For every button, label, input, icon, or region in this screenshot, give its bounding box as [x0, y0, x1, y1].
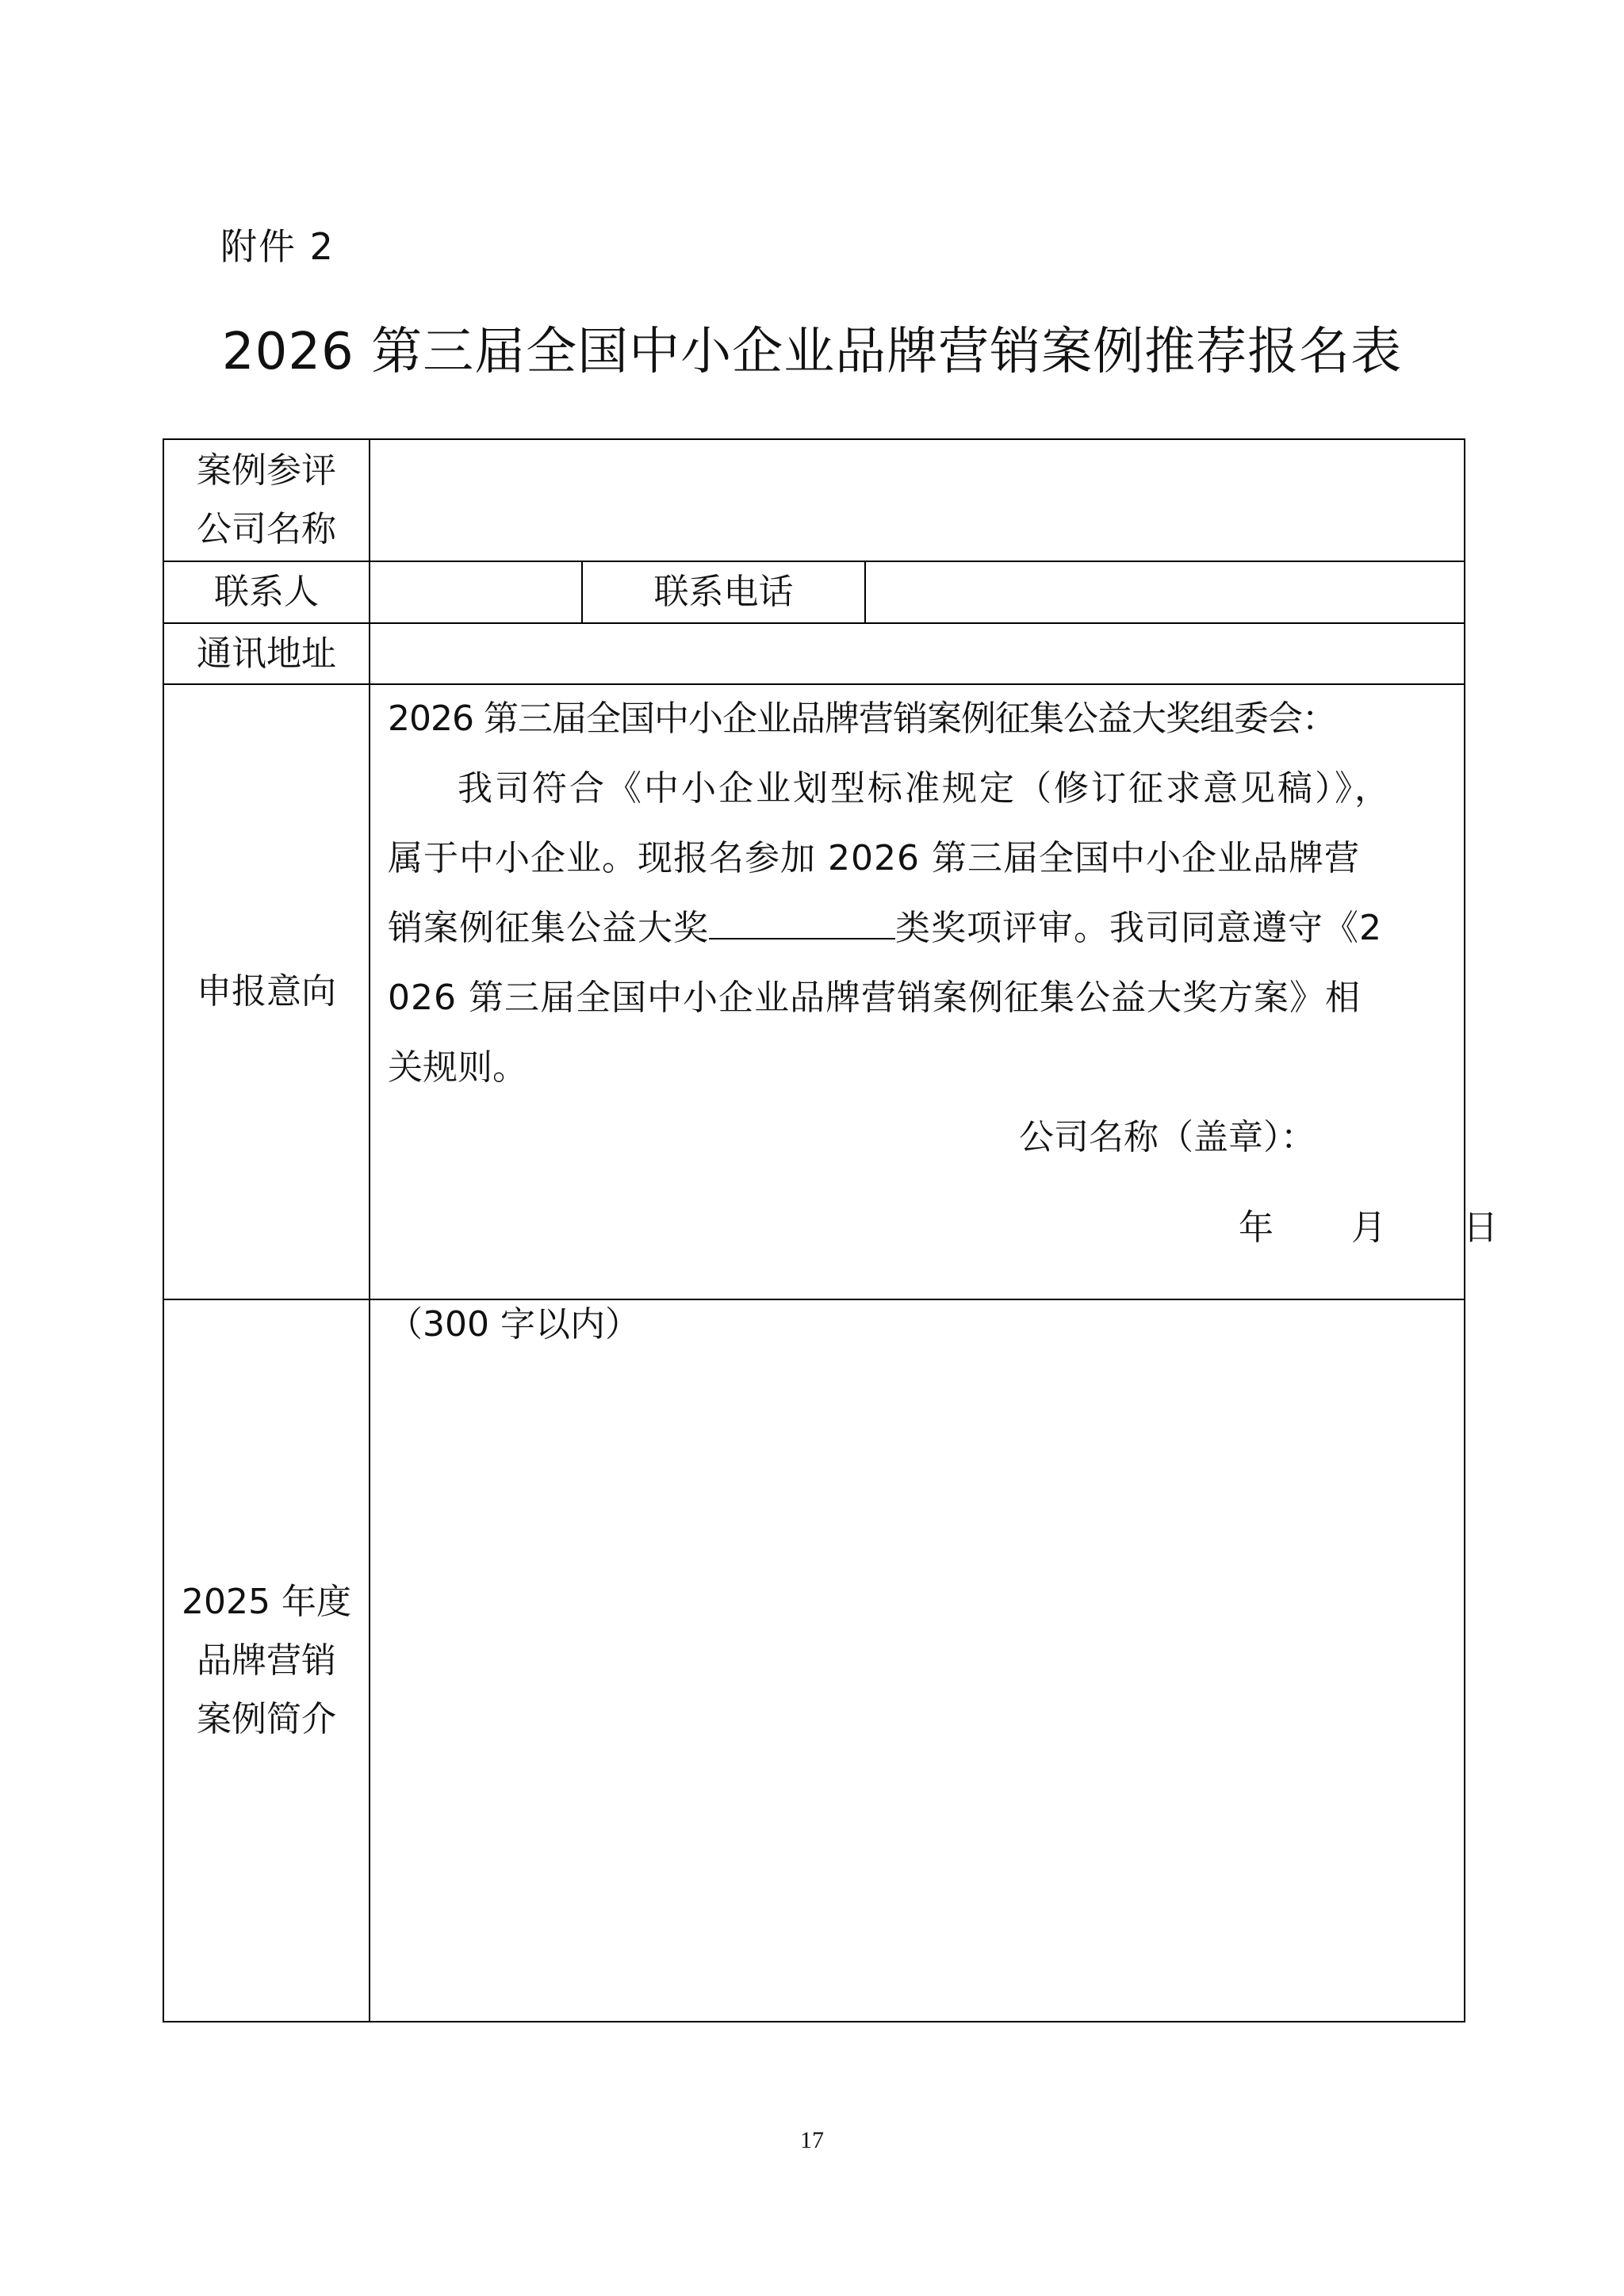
form-title: 2026 第三届全国中小企业品牌营销案例推荐报名表 [221, 323, 1403, 381]
page-number: 17 [800, 2127, 824, 2153]
phone-field[interactable] [866, 562, 1464, 622]
case-summary-field[interactable] [370, 1300, 1464, 2021]
registration-form-table [163, 438, 1498, 2022]
case-summary-hint: （300 字以内） [388, 1304, 640, 1345]
company-label-line-1: 案例参评 [197, 450, 336, 491]
company-name-field[interactable] [370, 440, 1464, 561]
company-label [164, 440, 369, 561]
intent-label: 申报意向 [197, 971, 336, 1012]
attachment-label: 附件 2 [220, 225, 335, 268]
intent-line-6: 关规则。 [388, 1047, 527, 1088]
phone-label: 联系电话 [653, 572, 794, 612]
case-label-line-3: 案例简介 [197, 1698, 336, 1739]
case-label-line-2: 品牌营销 [197, 1640, 336, 1681]
award-category-blank[interactable] [709, 903, 895, 939]
contact-label: 联系人 [214, 572, 319, 612]
intent-line-4-after: 类奖项评审。我司同意遵守《2 [895, 908, 1382, 948]
address-field[interactable] [370, 624, 1464, 683]
intent-line-4 [388, 894, 1382, 962]
case-summary-label [164, 1300, 369, 2021]
table-border-bottom [163, 2021, 1465, 2022]
company-label-line-2: 公司名称 [197, 509, 336, 549]
intent-line-3: 属于中小企业。现报名参加 2026 第三届全国中小企业品牌营 [388, 838, 1360, 878]
date-month: 月 [1351, 1207, 1386, 1248]
address-label: 通讯地址 [197, 633, 336, 674]
intent-line-1: 2026 第三届全国中小企业品牌营销案例征集公益大奖组委会： [388, 698, 1336, 739]
intent-line-2: 我司符合《中小企业划型标准规定（修订征求意见稿）》， [458, 768, 1392, 809]
seal-label: 公司名称（盖章）： [1019, 1117, 1316, 1158]
case-label-line-1: 2025 年度 [182, 1581, 351, 1622]
date-day: 日 [1463, 1207, 1498, 1248]
intent-declaration [370, 685, 1498, 1299]
date-year: 年 [1239, 1207, 1274, 1248]
intent-line-5: 026 第三届全国中小企业品牌营销案例征集公益大奖方案》相 [388, 978, 1361, 1018]
intent-line-4-before: 销案例征集公益大奖 [388, 908, 709, 948]
contact-person-field[interactable] [370, 562, 581, 622]
